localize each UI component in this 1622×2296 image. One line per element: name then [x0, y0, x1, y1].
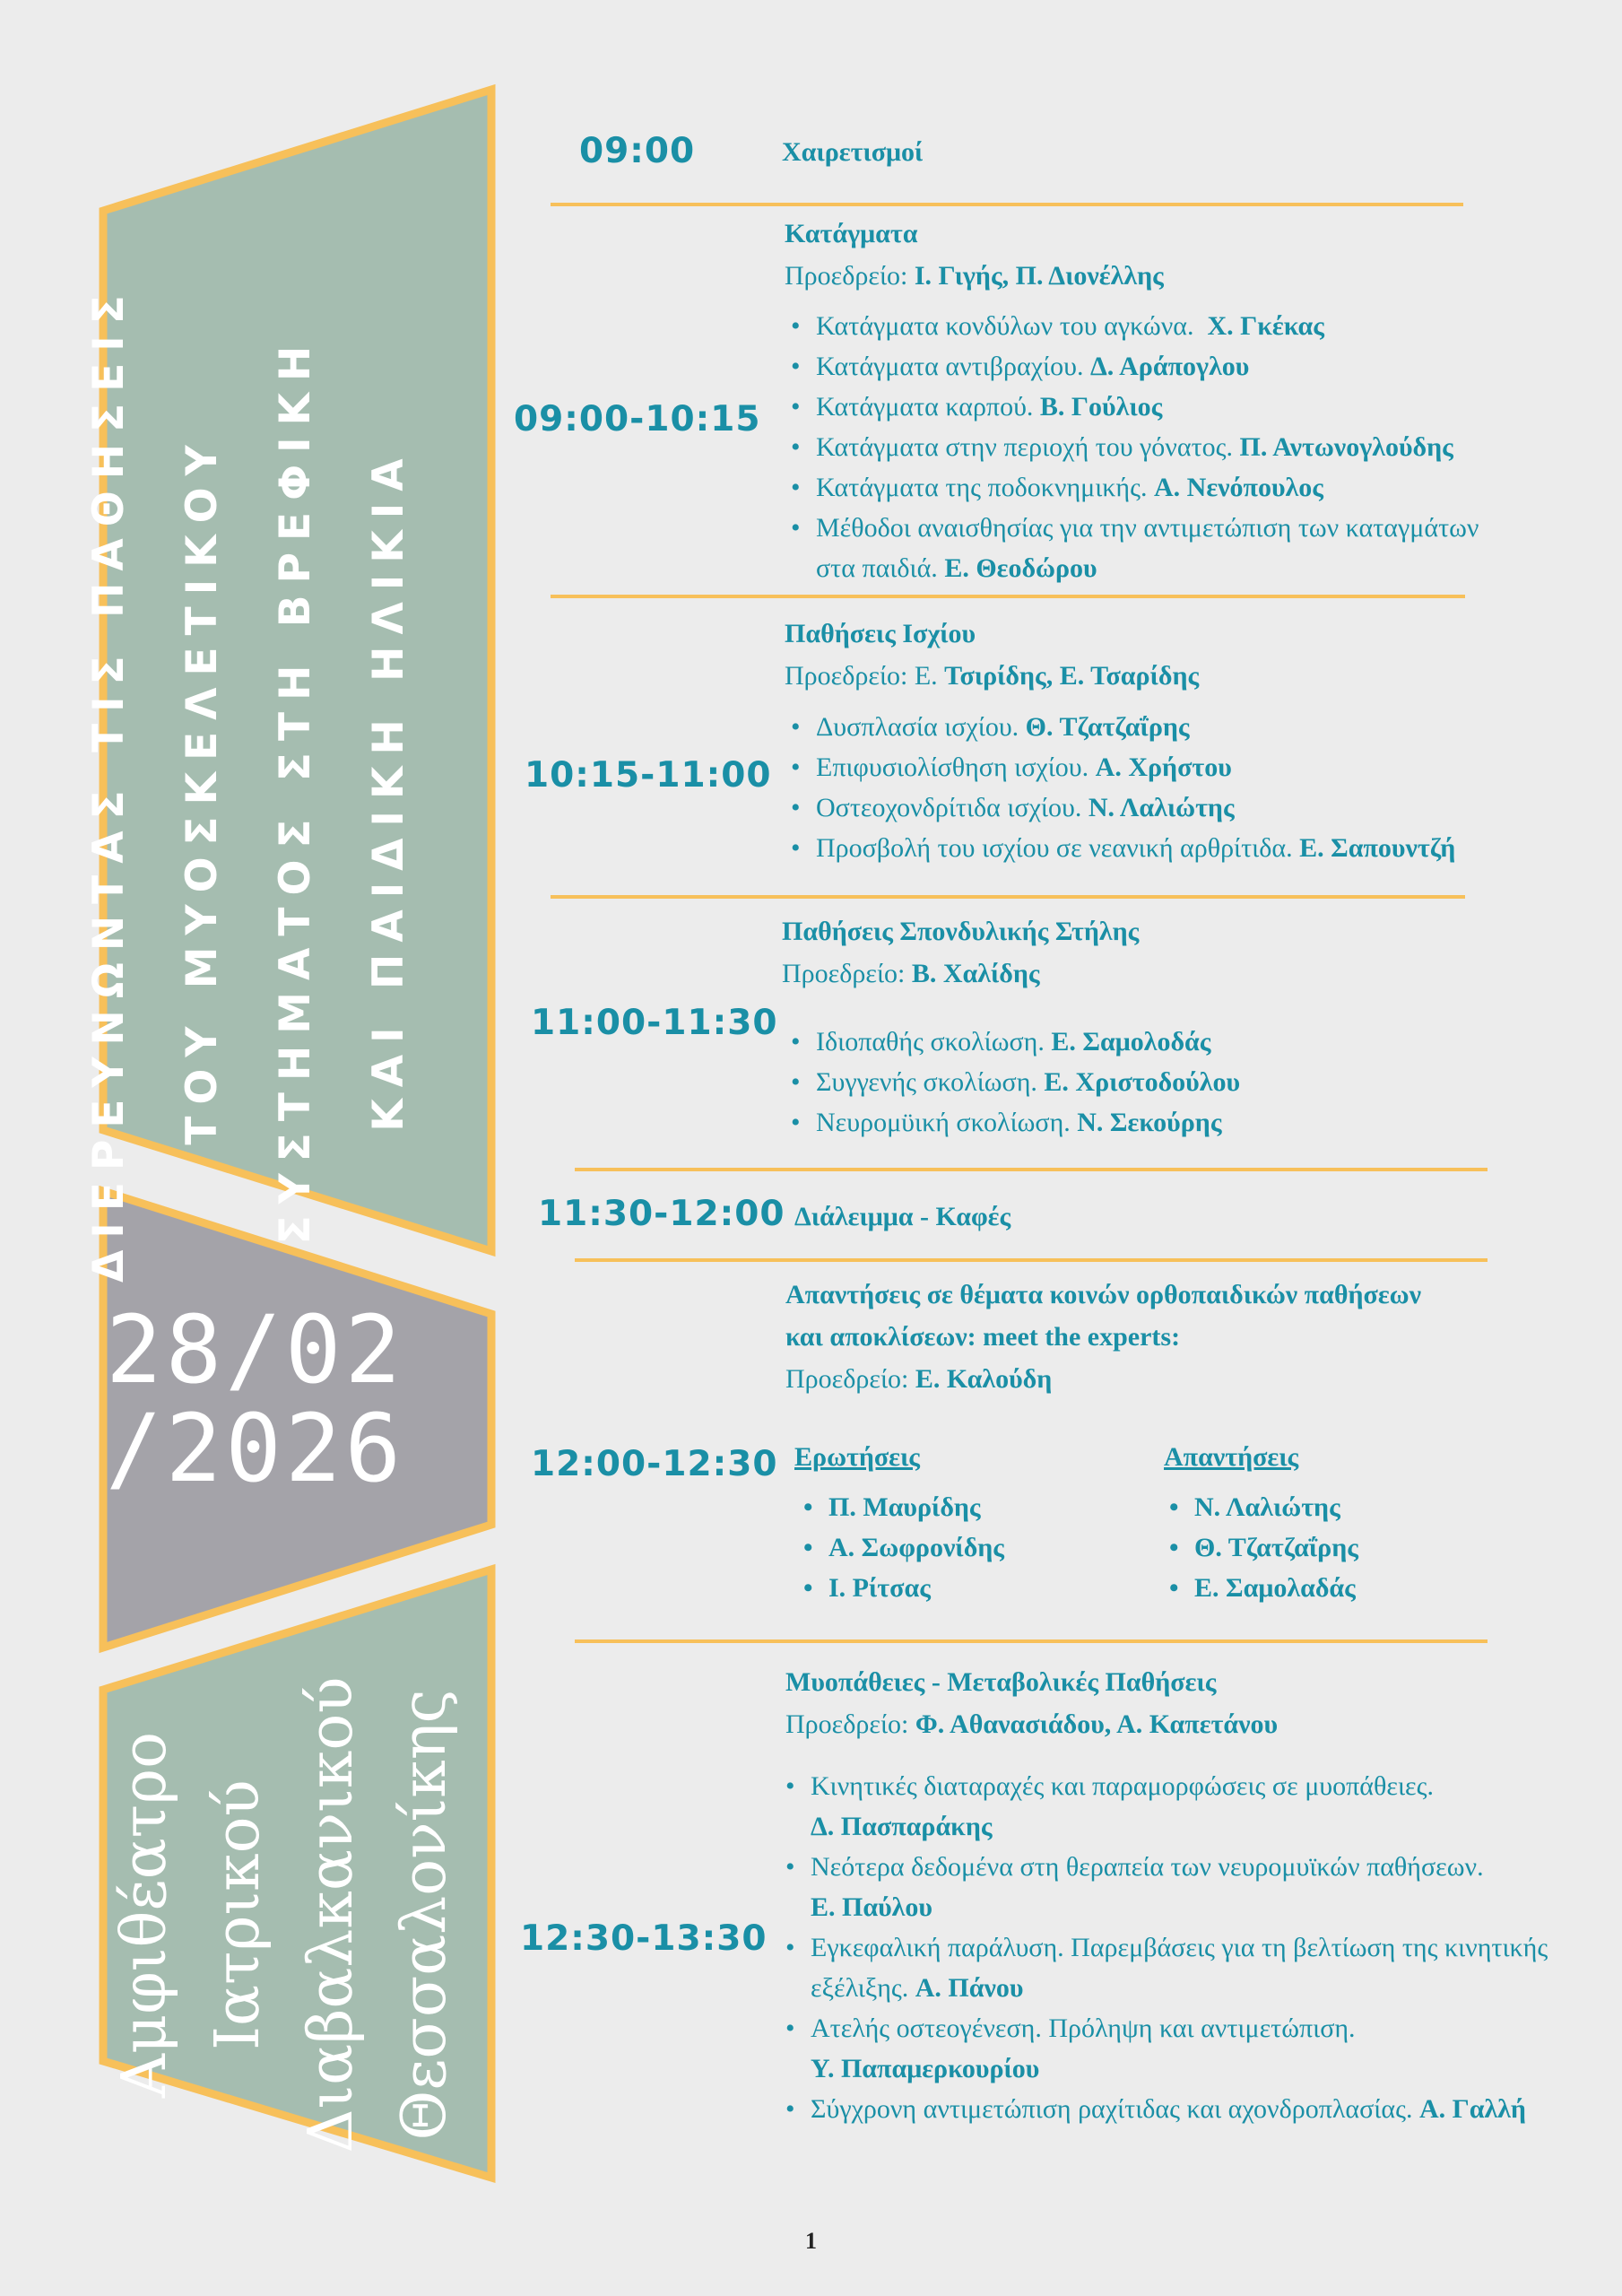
session-chair [785, 1704, 1278, 1745]
person-item: • Ι. Ρίτσας [798, 1568, 1004, 1608]
questions-list [798, 1487, 1004, 1608]
talk-title: Επιφυσιολίσθηση ισχίου. [816, 752, 1089, 782]
talk-title: Ατελής οστεογένεση. Πρόληψη και αντιμετώπιση. [811, 2013, 1356, 2043]
talk-item [785, 747, 1455, 787]
talk-item [785, 707, 1455, 747]
session-chair [782, 953, 1040, 995]
session-chair [785, 256, 1164, 297]
theme-line: ΔΙΕΡΕΥΝΩΝΤΑΣ ΤΙΣ ΠΑΘΗΣΕΙΣ [84, 283, 134, 1283]
talk-title: Νευρομϋική σκολίωση. [816, 1108, 1071, 1137]
person-item: • Π. Μαυρίδης [798, 1487, 1004, 1527]
talk-item [780, 1766, 1548, 1847]
session-title: Παθήσεις Ισχίου [785, 619, 976, 648]
talk-title: Δυσπλασία ισχίου. [816, 712, 1019, 742]
talk-title: Οστεοχονδρίτιδα ισχίου. [816, 793, 1082, 822]
talk-title: Κατάγματα της ποδοκνημικής. [816, 473, 1148, 502]
divider [575, 1639, 1488, 1643]
divider [551, 203, 1463, 206]
theme-line: ΚΑΙ ΠΑΙΔΙΚΗ ΗΛΙΚΙΑ [364, 447, 413, 1132]
divider [551, 595, 1465, 598]
talk-title: Προσβολή του ισχίου σε νεανική αρθρίτιδα. [816, 833, 1293, 863]
session-time: 12:30-13:30 [520, 1918, 768, 1959]
venue-line: Διαβαλκανικού [296, 1676, 367, 2153]
talk-list [780, 1766, 1548, 2129]
talk-title: Μέθοδοι αναισθησίας για την αντιμετώπιση των καταγμάτων [816, 513, 1479, 543]
talk-item [785, 828, 1455, 868]
talk-speaker: Δ. Αράπογλου [1089, 352, 1250, 381]
talk-speaker: Ε. Χριστοδούλου [1044, 1067, 1241, 1097]
talk-item [785, 346, 1479, 387]
talk-title-cont: εξέλιξης. [811, 1973, 909, 2003]
talk-speaker: Θ. Τζατζαΐρης [1025, 712, 1190, 742]
divider [575, 1168, 1488, 1171]
talk-speaker: Ν. Σεκούρης [1077, 1108, 1222, 1137]
chair-names: Τσιρίδης, Ε. Τσαρίδης [944, 661, 1200, 691]
session-chair [785, 1359, 1052, 1400]
session-time: 11:30-12:00 [538, 1194, 785, 1234]
talk-title: Κατάγματα κονδύλων του αγκώνα. [816, 311, 1194, 341]
talk-title-cont: στα παιδιά. [816, 553, 938, 583]
talk-title: Κατάγματα καρπού. [816, 392, 1034, 422]
theme-title [63, 283, 439, 1283]
session-title: Απαντήσεις σε θέματα κοινών ορθοπαιδικών παθήσεων [785, 1280, 1421, 1309]
session-title: και αποκλίσεων: meet the experts: [785, 1322, 1181, 1352]
talk-item [780, 2089, 1548, 2129]
talk-title: Κατάγματα στην περιοχή του γόνατος. [816, 432, 1234, 462]
talk-speaker: Ν. Λαλιώτης [1088, 793, 1235, 822]
talk-title: Κινητικές διαταραχές και παραμορφώσεις σε μυοπάθειες. [811, 1771, 1435, 1801]
talk-speaker: Χ. Γκέκας [1207, 311, 1324, 341]
venue-line: Θεσσαλονίκης [389, 1689, 460, 2141]
talk-speaker: Ε. Σαπουντζή [1299, 833, 1456, 863]
talk-item [780, 1927, 1548, 2008]
chair-names: Φ. Αθανασιάδου, Α. Καπετάνου [915, 1709, 1279, 1739]
divider [551, 895, 1465, 899]
talk-title: Ιδιοπαθής σκολίωση. [816, 1027, 1045, 1057]
talk-item [785, 787, 1455, 828]
theme-line: ΤΟΥ ΜΥΟΣΚΕΛΕΤΙΚΟΥ [178, 433, 227, 1145]
talk-speaker: Ε. Θεοδώρου [944, 553, 1097, 583]
talk-speaker: Π. Αντωνογλούδης [1239, 432, 1453, 462]
chair-label: Προεδρείο: [785, 1709, 909, 1739]
questions-header: Ερωτήσεις [794, 1442, 920, 1472]
session-time: 09:00-10:15 [514, 399, 761, 439]
person-item: • Θ. Τζατζαΐρης [1164, 1527, 1358, 1568]
session-time: 12:00-12:30 [531, 1444, 778, 1484]
chair-label: Προεδρείο: [785, 1364, 909, 1394]
person-item: • Ε. Σαμολαδάς [1164, 1568, 1358, 1608]
talk-speaker: Ε. Παύλου [811, 1892, 932, 1922]
talk-list [785, 707, 1455, 868]
talk-item [785, 1102, 1240, 1143]
page-number: 1 [805, 2228, 817, 2254]
person-item: • Ν. Λαλιώτης [1164, 1487, 1358, 1527]
talk-item [785, 1062, 1240, 1102]
venue-title [99, 1583, 493, 2247]
talk-title: Κατάγματα αντιβραχίου. [816, 352, 1084, 381]
talk-title: Εγκεφαλική παράλυση. Παρεμβάσεις για τη βελτίωση της κινητικής [811, 1933, 1548, 1962]
date-line: /2026 [106, 1394, 405, 1503]
talk-speaker: Α. Γαλλή [1418, 2094, 1526, 2124]
talk-item [780, 1847, 1548, 1927]
chair-label: Προεδρείο: [785, 261, 908, 291]
session-time: 11:00-11:30 [531, 1003, 778, 1043]
venue-line: Αμφιθέατρο [109, 1731, 180, 2099]
talk-title: Σύγχρονη αντιμετώπιση ραχίτιδας και αχονδροπλασίας. [811, 2094, 1413, 2124]
chair-names: Β. Χαλίδης [911, 959, 1040, 988]
venue-line: Ιατρικού [203, 1779, 273, 2050]
talk-list [785, 306, 1479, 588]
answers-list [1164, 1487, 1358, 1608]
talk-item [785, 306, 1479, 346]
talk-speaker: Δ. Πασπαράκης [811, 1812, 993, 1841]
talk-speaker: Υ. Παπαμερκουρίου [811, 2054, 1040, 2083]
session-title: Μυοπάθειες - Μεταβολικές Παθήσεις [785, 1667, 1217, 1697]
talk-item [780, 2008, 1548, 2089]
talk-list [785, 1022, 1240, 1143]
session-title: Κατάγματα [785, 219, 918, 248]
talk-speaker: Α. Πάνου [915, 1973, 1024, 2003]
chair-label: Προεδρείο: Ε. [785, 661, 938, 691]
chair-names: Ι. Γιγής, Π. Διονέλλης [914, 261, 1164, 291]
talk-title: Συγγενής σκολίωση. [816, 1067, 1037, 1097]
answers-header: Απαντήσεις [1164, 1442, 1299, 1472]
session-title: Διάλειμμα - Καφές [794, 1202, 1011, 1231]
theme-line: ΣΥΣΤΗΜΑΤΟΣ ΣΤΗ ΒΡΕΦΙΚΗ [271, 334, 320, 1245]
chair-label: Προεδρείο: [782, 959, 906, 988]
session-chair [785, 656, 1199, 697]
talk-item [785, 427, 1479, 467]
session-title: Χαιρετισμοί [782, 137, 924, 167]
talk-item [785, 508, 1479, 588]
talk-speaker: Β. Γούλιος [1039, 392, 1163, 422]
event-date [106, 1295, 455, 1503]
date-line: 28/02 [106, 1295, 405, 1405]
talk-speaker: Α. Χρήστου [1095, 752, 1232, 782]
talk-speaker: Α. Νενόπουλος [1154, 473, 1323, 502]
person-item: • Α. Σωφρονίδης [798, 1527, 1004, 1568]
talk-item [785, 467, 1479, 508]
talk-speaker: Ε. Σαμολοδάς [1051, 1027, 1211, 1057]
session-time: 09:00 [579, 131, 696, 171]
talk-title: Νεότερα δεδομένα στη θεραπεία των νευρομυϊκών παθήσεων. [811, 1852, 1484, 1882]
session-title: Παθήσεις Σπονδυλικής Στήλης [782, 917, 1140, 946]
talk-item [785, 387, 1479, 427]
chair-names: Ε. Καλούδη [915, 1364, 1053, 1394]
talk-item [785, 1022, 1240, 1062]
session-time: 10:15-11:00 [525, 755, 772, 796]
divider [575, 1258, 1488, 1262]
